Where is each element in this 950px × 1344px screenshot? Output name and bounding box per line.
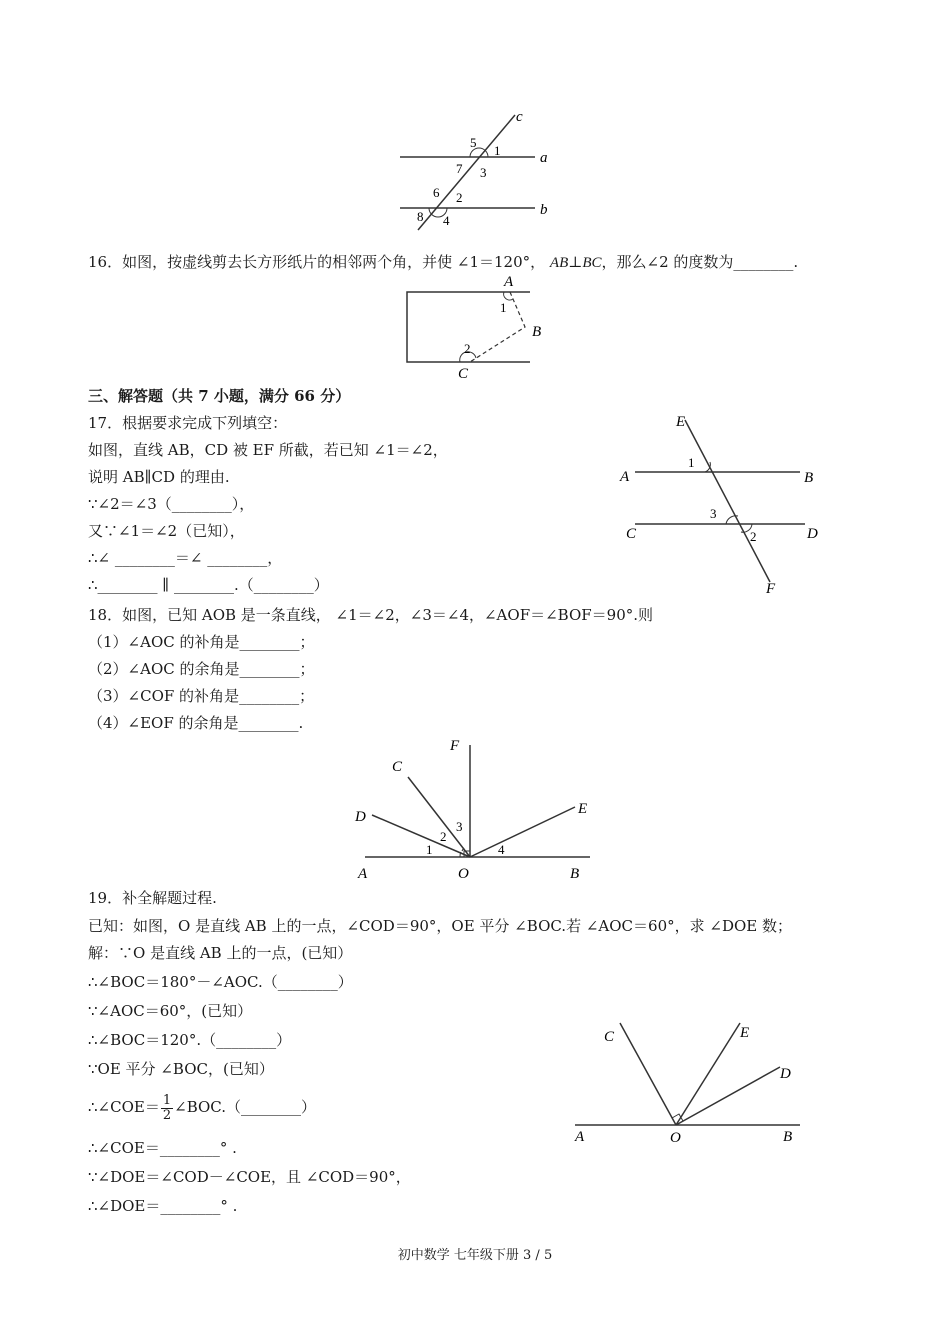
angle-arcs [460,848,464,857]
q19-line9: ∴∠COE＝________° . [88,1139,237,1157]
q16-prefix: 16．如图，按虚线剪去长方形纸片的相邻两个角，并使 [88,253,453,271]
angle-label-3: 3 [710,506,717,521]
q17-line2: 如图，直线 AB，CD 被 EF 所截，若已知 ∠1＝∠2， [88,441,448,459]
label-C: C [458,366,469,382]
q19-line10: ∵∠DOE＝∠COD－∠COE，且 ∠COD＝90°， [88,1168,411,1186]
ray-OC [408,777,470,857]
angle-label-1: 1 [426,842,433,857]
dashed-cut [470,292,525,362]
angle-label-6: 6 [433,185,440,200]
q19-line5: ∵∠AOC＝60°，(已知） [88,1002,253,1020]
rectangle-outline [407,292,510,362]
angle-label-3: 3 [480,165,487,180]
label-E: E [676,414,686,430]
q18-item-3: （3）∠COF 的补角是________； [88,687,315,705]
angle-label-7: 7 [456,161,463,176]
q16-sep: ， [530,253,546,271]
q19-line8 [88,1088,316,1126]
label-b: b [540,202,548,218]
angle-label-3: 3 [456,819,463,834]
label-D: D [355,809,366,825]
q17-line7: ∴________ ∥ ________.（________） [88,576,329,594]
angle-label-4: 4 [443,213,450,228]
label-A: A [575,1129,585,1145]
q19-line2: 已知：如图，O 是直线 AB 上的一点，∠COD＝90°，OE 平分 ∠BOC.若 ∠AOC＝60°，求 ∠DOE 数； [88,917,792,935]
q19-line11: ∴∠DOE＝________° . [88,1197,238,1215]
label-C: C [604,1029,615,1045]
ray-OD [676,1067,780,1125]
angle-label-1: 1 [494,143,501,158]
label-O: O [670,1130,681,1146]
q19-line3: 解：∵O 是直线 AB 上的一点，(已知） [88,944,353,962]
angle-label-2: 2 [456,190,463,205]
angle-label-1: 1 [500,300,507,315]
label-D: D [780,1066,791,1082]
figure-q17 [610,410,830,600]
fraction-numerator: 1 [162,1092,172,1108]
ray-OE [470,807,575,857]
q19-line8-post: ∠BOC.（________） [174,1098,317,1116]
angle-label-2: 2 [750,529,757,544]
label-B: B [532,324,542,340]
q19-line1: 19．补全解题过程. [88,889,217,907]
figure-rectangle-cut [400,272,560,382]
figure-q19 [570,1015,810,1150]
label-A: A [358,866,368,882]
label-D: D [807,526,818,542]
label-O: O [458,866,469,882]
ray-OE [676,1023,740,1125]
angle-label-1: 1 [688,455,695,470]
q17-line1: 17．根据要求完成下列填空： [88,414,288,432]
q16-cond1: ∠1＝120° [456,253,531,271]
q18-item-2: （2）∠AOC 的余角是________； [88,660,315,678]
line-EF [685,420,770,582]
question-16 [88,252,798,273]
angle-label-2: 2 [440,829,447,844]
label-c: c [516,109,523,125]
label-B: B [804,470,814,486]
label-B: B [783,1129,793,1145]
transversal-c [418,115,515,230]
q17-line3: 说明 AB∥CD 的理由. [88,468,230,486]
label-A: A [504,274,514,290]
section-heading: 三、解答题（共 7 小题，满分 66 分） [88,387,351,405]
fraction-denominator: 2 [162,1107,172,1123]
q17-line4: ∵∠2＝∠3（________）， [88,495,255,513]
label-F: F [766,581,776,597]
label-C: C [626,526,637,542]
q18-item-4: （4）∠EOF 的余角是________. [88,714,304,732]
angle-label-8: 8 [417,209,424,224]
q18-line1: 18．如图，已知 AOB 是一条直线， ∠1＝∠2，∠3＝∠4，∠AOF＝∠BOF＝90°.则 [88,606,654,624]
q16-cond2: AB⊥BC [549,255,602,271]
fraction-one-half [161,1094,173,1123]
q17-line5: 又∵∠1＝∠2（已知）， [88,522,245,540]
angle-label-5: 5 [470,135,477,150]
angle-label-2: 2 [464,341,471,356]
label-A: A [620,469,630,485]
q19-line7: ∵OE 平分 ∠BOC，(已知） [88,1060,274,1078]
page-footer: 初中数学 七年级下册 3 / 5 [397,1248,553,1263]
q19-line8-pre: ∴∠COE＝ [88,1098,160,1116]
q19-line6: ∴∠BOC＝120°.（________） [88,1031,292,1049]
label-C: C [392,759,403,775]
label-E: E [578,801,588,817]
label-E: E [740,1025,750,1041]
q16-suffix: ，那么∠2 的度数为________. [601,253,799,271]
figure-parallel-lines-transversal [390,105,570,235]
angle-label-4: 4 [498,842,505,857]
label-a: a [540,150,548,166]
label-B: B [570,866,580,882]
angle-arc-1 [504,292,513,300]
q19-line4: ∴∠BOC＝180°－∠AOC.（________） [88,973,353,991]
label-F: F [450,738,460,754]
q17-line6: ∴∠ ________＝∠ ________， [88,549,283,567]
q18-item-1: （1）∠AOC 的补角是________； [88,633,315,651]
ray-OC [620,1023,676,1125]
figure-q18 [350,735,600,885]
